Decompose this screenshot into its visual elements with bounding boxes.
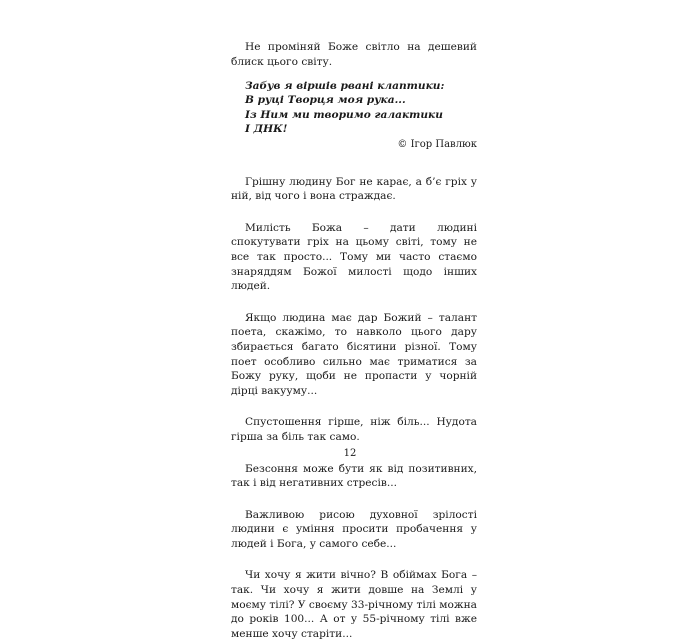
poem-line: Забув я віршів рвані клаптики: (245, 80, 445, 93)
poem-signature: © Ігор Павлюк (397, 139, 477, 150)
poem (245, 79, 477, 136)
paragraph: Чи хочу я жити вічно? В обіймах Бога – так. Чи хочу я жити довше на Землі у моєму тілі? У своєму 33-річному тілі можна до років 100... А от у 55-річному тілі вже менше хочу старіти... (231, 569, 477, 640)
intro-paragraph: Не проміняй Боже світло на дешевий блиск цього світу. (231, 41, 477, 68)
page-number: 12 (343, 448, 357, 459)
poem-line: В руці Творця моя рука... (245, 94, 406, 107)
paragraph: Важливою рисою духовної зрілості людини є уміння просити пробачення у людей і Бога, у самого себе... (231, 508, 477, 550)
paragraph: Якщо людина має дар Божий – талант поета, скажімо, то навколо цього дару збирається багато бісятини різної. Тому поет особливо сильно має триматися за Божу руку, щоби не пропасти у чорній дірці вакууму... (231, 311, 477, 397)
paragraph: Милість Божа – дати людині спокутувати гріх на цьому світі, тому не все так просто... Тому ми часто стаємо знаряддям Божої милості щодо інших людей. (231, 221, 477, 293)
page-content (231, 40, 477, 641)
poem-line: І ДНК! (245, 122, 288, 135)
paragraph: Спустошення гірше, ніж біль... Нудота гірша за біль так само. (231, 416, 477, 443)
paragraph: Грішну людину Бог не карає, а б’є гріх у ній, від чого і вона страждає. (231, 175, 477, 203)
poem-line: Із Ним ми творимо галактики (245, 108, 443, 121)
paragraph: Безсоння може бути як від позитивних, так і від негативних стресів... (231, 462, 477, 490)
